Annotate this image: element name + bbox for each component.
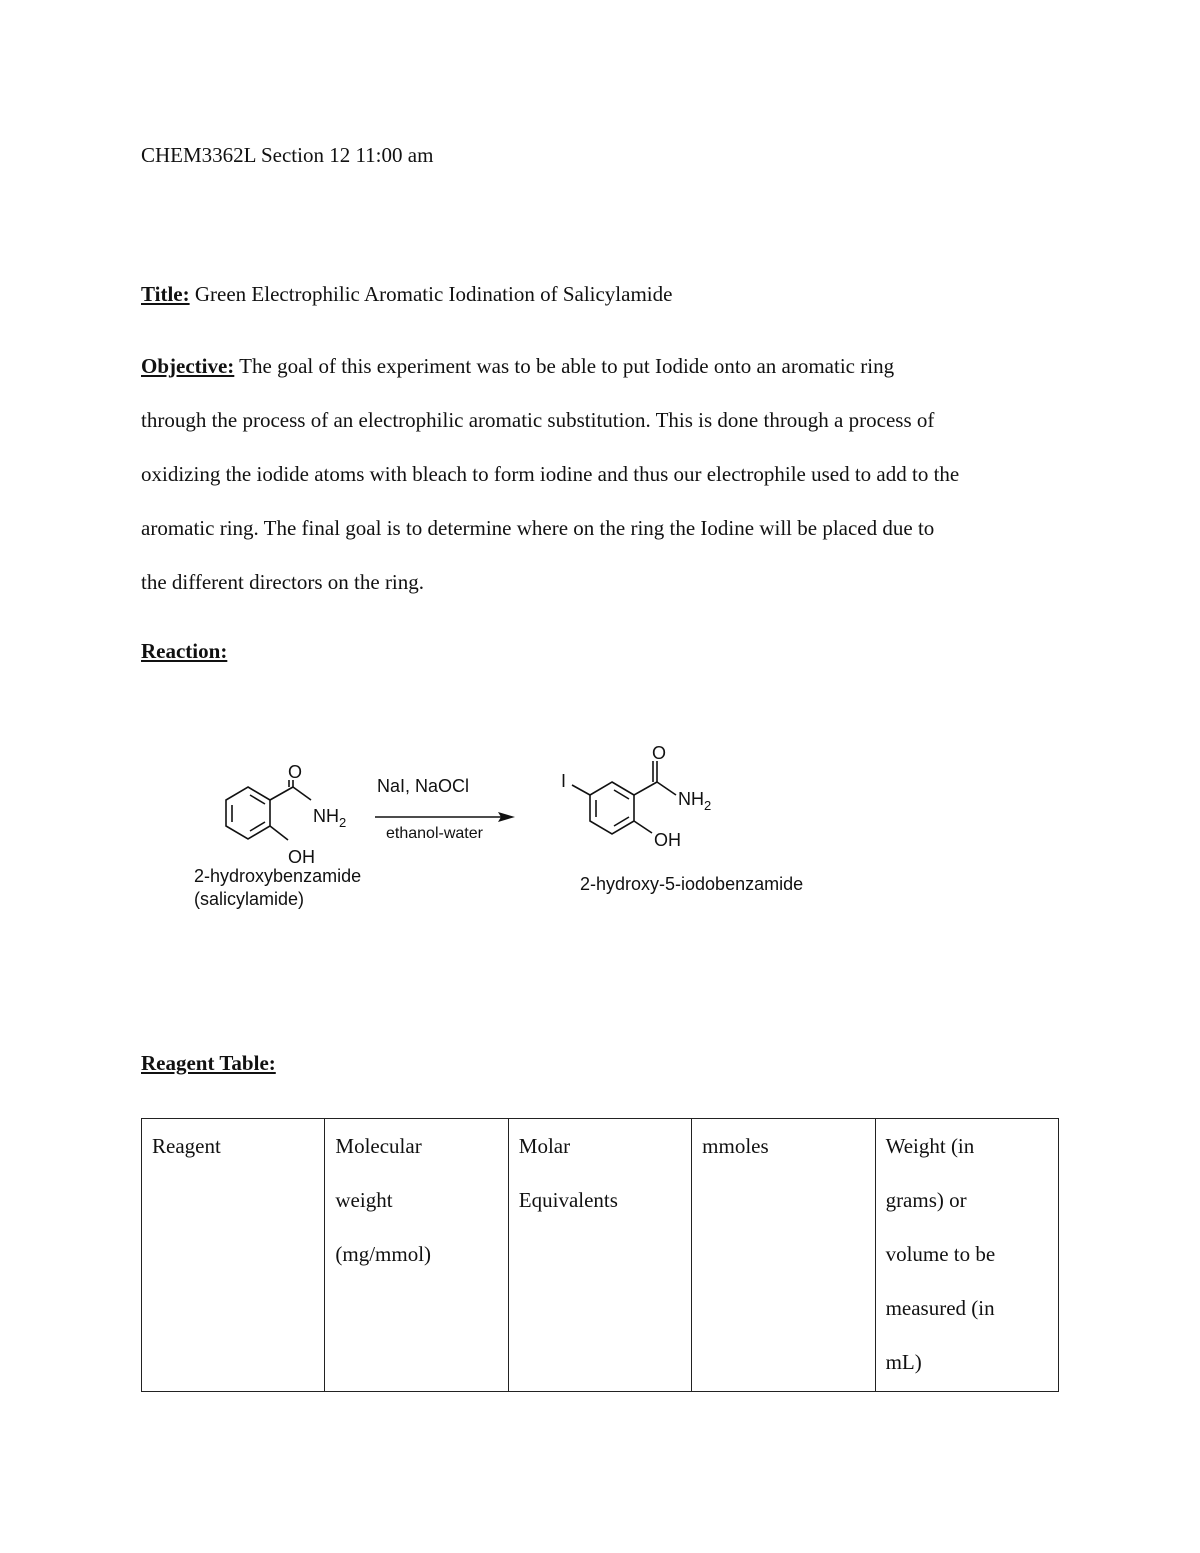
objective-line: oxidizing the iodide atoms with bleach to form iodine and thus our electrophile used to add to the [141,462,960,486]
objective-line: the different directors on the ring. [141,570,425,594]
sm-name-line2: (salicylamide) [194,889,305,909]
course-header: CHEM3362L Section 12 11:00 am [141,143,434,167]
table-header-row [142,1119,1059,1392]
column-header-molecular-weight: Molecular weight (mg/mmol) [325,1119,508,1392]
sm-name-line1: 2-hydroxybenzamide [194,866,362,886]
title-label: Title: [141,282,190,306]
product-atom-oh: OH [654,830,681,850]
product-structure [572,761,676,834]
column-header-mmoles: mmoles [692,1119,875,1392]
objective-line: aromatic ring. The final goal is to determine where on the ring the Iodine will be placed due to [141,516,935,540]
reagent-table-heading: Reagent Table: [141,1051,276,1075]
title-line [141,282,672,307]
sm-atom-nh2: $NH_2$ [313,806,347,830]
column-header-reagent: Reagent [142,1119,325,1392]
sm-atom-oh: OH [288,847,315,867]
column-header-weight-volume: Weight (in grams) or volume to be measured (in mL) [875,1119,1058,1392]
sm-atom-o: O [288,762,303,782]
reagent-table [141,1118,1059,1392]
reaction-scheme [180,730,860,930]
product-atom-o: O [652,743,667,763]
objective-label: Objective: [141,354,235,378]
column-header-molar-equivalents: Molar Equivalents [508,1119,691,1392]
objective-paragraph [141,339,1066,609]
title-text: Green Electrophilic Aromatic Iodination of Salicylamide [194,282,673,306]
arrow-conditions: ethanol-water [386,825,483,842]
objective-line: Objective: The goal of this experiment was to be able to put Iodide onto an aromatic ring [141,354,895,378]
reaction-arrow [375,812,515,822]
objective-line: through the process of an electrophilic aromatic substitution. This is done through a process of [141,408,935,432]
product-name: 2-hydroxy-5-iodobenzamide [580,874,804,894]
product-atom-nh2: $NH_2$ [678,789,712,813]
reaction-heading: Reaction: [141,639,228,663]
product-atom-i: I [561,771,567,791]
arrow-reagents: NaI, NaOCl [377,776,470,796]
starting-material-structure [226,780,311,840]
